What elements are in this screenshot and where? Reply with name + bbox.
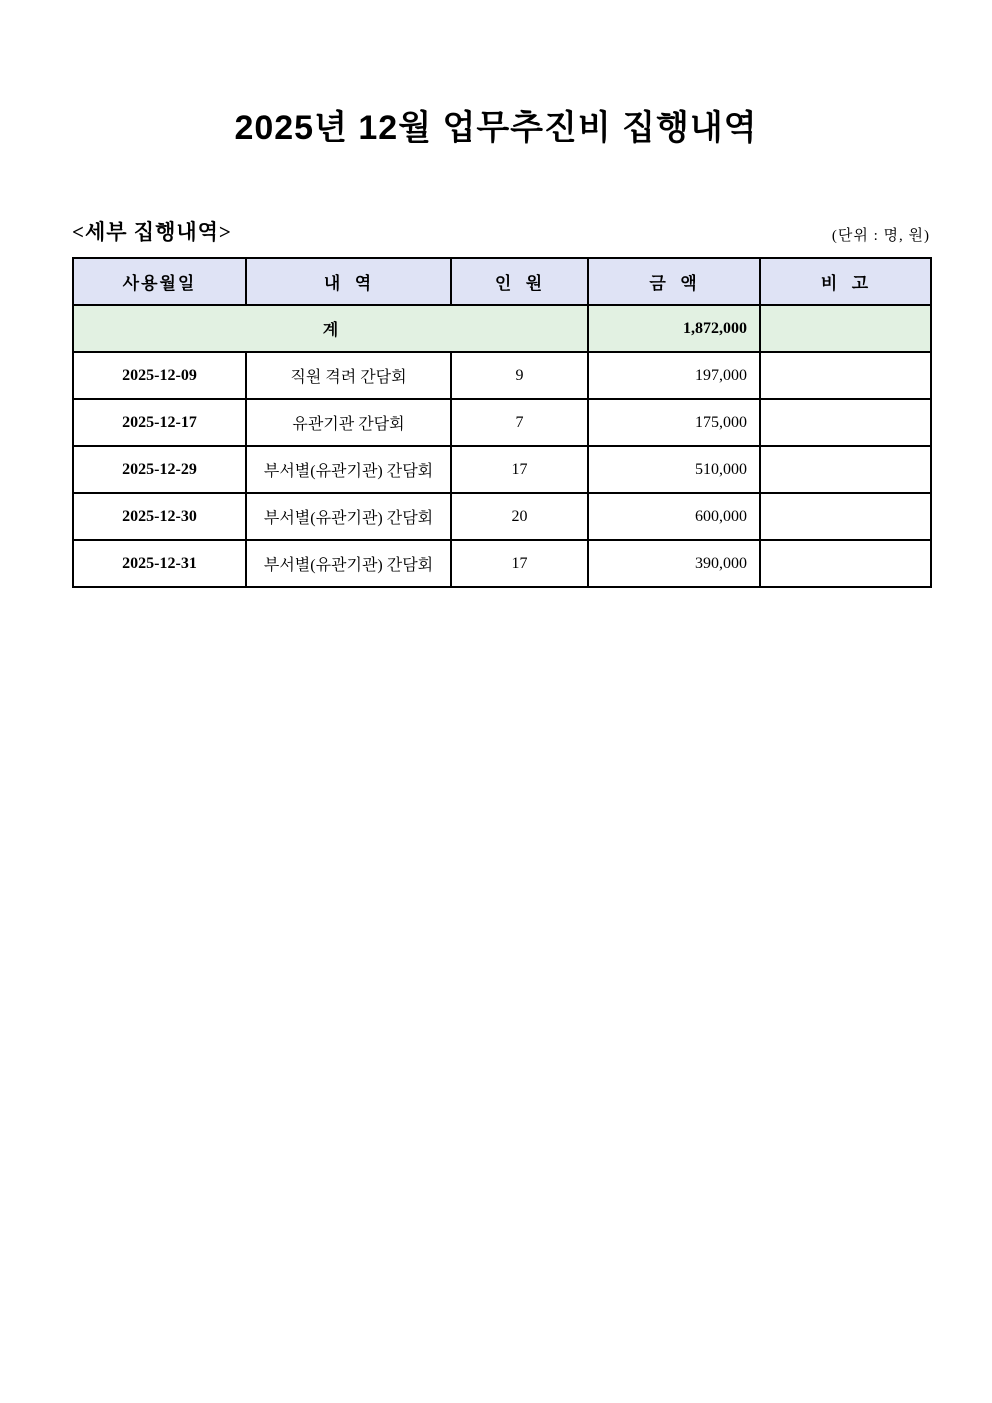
table-row xyxy=(73,493,931,540)
cell-date: 2025-12-09 xyxy=(73,352,246,399)
cell-amount: 197,000 xyxy=(588,352,760,399)
section-label: <세부 집행내역> xyxy=(72,220,232,244)
subheader-row xyxy=(72,216,930,246)
cell-description: 유관기관 간담회 xyxy=(246,399,451,446)
table-row xyxy=(73,446,931,493)
total-note xyxy=(760,305,931,352)
cell-people: 9 xyxy=(451,352,588,399)
cell-description: 부서별(유관기관) 간담회 xyxy=(246,446,451,493)
cell-date: 2025-12-17 xyxy=(73,399,246,446)
cell-date: 2025-12-29 xyxy=(73,446,246,493)
cell-note xyxy=(760,540,931,587)
cell-description: 부서별(유관기관) 간담회 xyxy=(246,493,451,540)
cell-people: 20 xyxy=(451,493,588,540)
cell-note xyxy=(760,493,931,540)
page-title: 2025년 12월 업무추진비 집행내역 xyxy=(234,109,758,147)
col-header-note: 비 고 xyxy=(760,258,931,305)
table-header-row xyxy=(73,258,931,305)
table-row xyxy=(73,540,931,587)
cell-description: 직원 격려 간담회 xyxy=(246,352,451,399)
cell-note xyxy=(760,399,931,446)
table-row xyxy=(73,352,931,399)
total-amount: 1,872,000 xyxy=(588,305,760,352)
expense-table xyxy=(72,257,932,588)
col-header-people: 인 원 xyxy=(451,258,588,305)
cell-note xyxy=(760,352,931,399)
cell-date: 2025-12-30 xyxy=(73,493,246,540)
cell-description: 부서별(유관기관) 간담회 xyxy=(246,540,451,587)
cell-people: 7 xyxy=(451,399,588,446)
unit-note: (단위 : 명, 원) xyxy=(831,228,930,244)
cell-note xyxy=(760,446,931,493)
total-row xyxy=(73,305,931,352)
cell-amount: 600,000 xyxy=(588,493,760,540)
cell-date: 2025-12-31 xyxy=(73,540,246,587)
cell-amount: 390,000 xyxy=(588,540,760,587)
col-header-date: 사용월일 xyxy=(73,258,246,305)
cell-amount: 510,000 xyxy=(588,446,760,493)
col-header-description: 내 역 xyxy=(246,258,451,305)
total-label: 계 xyxy=(73,305,588,352)
col-header-amount: 금 액 xyxy=(588,258,760,305)
cell-people: 17 xyxy=(451,446,588,493)
cell-amount: 175,000 xyxy=(588,399,760,446)
cell-people: 17 xyxy=(451,540,588,587)
table-row xyxy=(73,399,931,446)
